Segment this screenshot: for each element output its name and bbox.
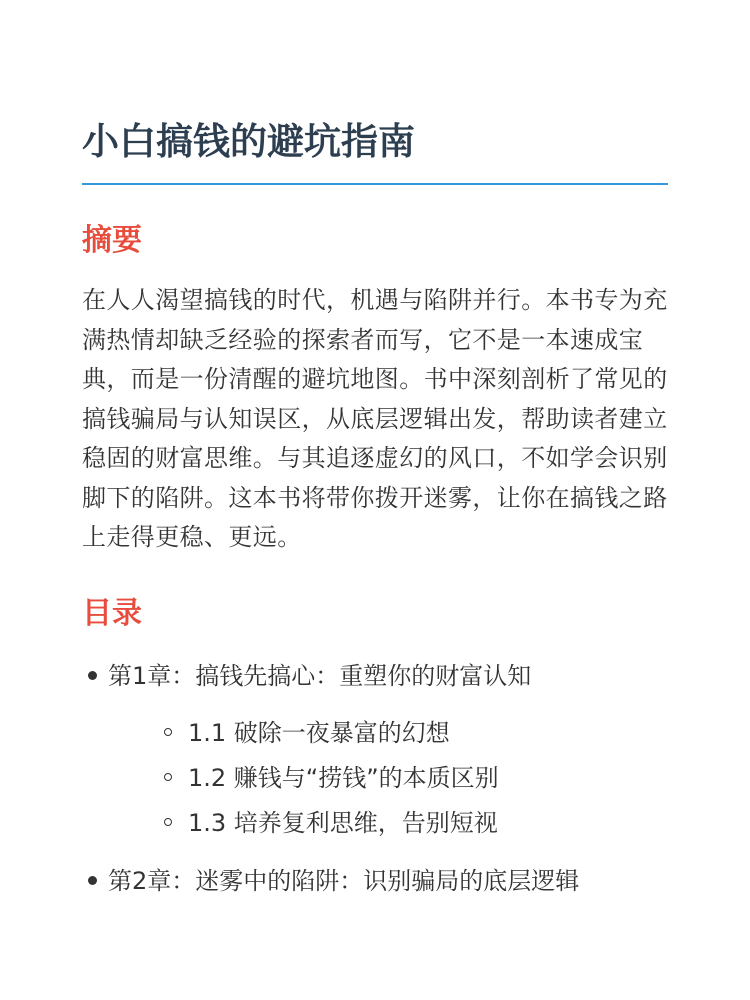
toc-section-label: 1.1 破除一夜暴富的幻想 xyxy=(188,719,450,747)
title-divider xyxy=(82,183,668,185)
document-title: 小白搞钱的避坑指南 xyxy=(82,120,415,163)
abstract-heading: 摘要 xyxy=(82,223,142,258)
abstract-text: 在人人渴望搞钱的时代，机遇与陷阱并行。本书专为充满热情却缺乏经验的探索者而写，它不是一本速成宝典，而是一份清醒的避坑地图。书中深刻剖析了常见的搞钱骗局与认知误区，从底层逻辑出发，帮助读者建立稳固的财富思维。与其追逐虚幻的风口，不如学会识别脚下的陷阱。这本书将带你拨开迷雾，让你在搞钱之路上走得更稳、更远。 xyxy=(82,286,668,551)
toc-section-1-1 xyxy=(188,715,450,751)
toc-chapter-label: 第2章：迷雾中的陷阱：识别骗局的底层逻辑 xyxy=(108,867,580,895)
bullet-circle-icon xyxy=(164,773,172,781)
bullet-circle-icon xyxy=(164,728,172,736)
bullet-disc-icon xyxy=(88,876,97,885)
toc-chapter-2 xyxy=(108,863,579,899)
toc-section-1-3 xyxy=(188,805,498,841)
toc-chapter-1 xyxy=(108,658,531,694)
toc-section-label: 1.2 赚钱与“捞钱”的本质区别 xyxy=(188,764,499,792)
bullet-disc-icon xyxy=(88,671,97,680)
toc-heading: 目录 xyxy=(82,596,142,631)
toc-chapter-label: 第1章：搞钱先搞心：重塑你的财富认知 xyxy=(108,662,532,690)
bullet-circle-icon xyxy=(164,818,172,826)
toc-section-label: 1.3 培养复利思维，告别短视 xyxy=(188,809,498,837)
toc-section-1-2 xyxy=(188,760,499,796)
